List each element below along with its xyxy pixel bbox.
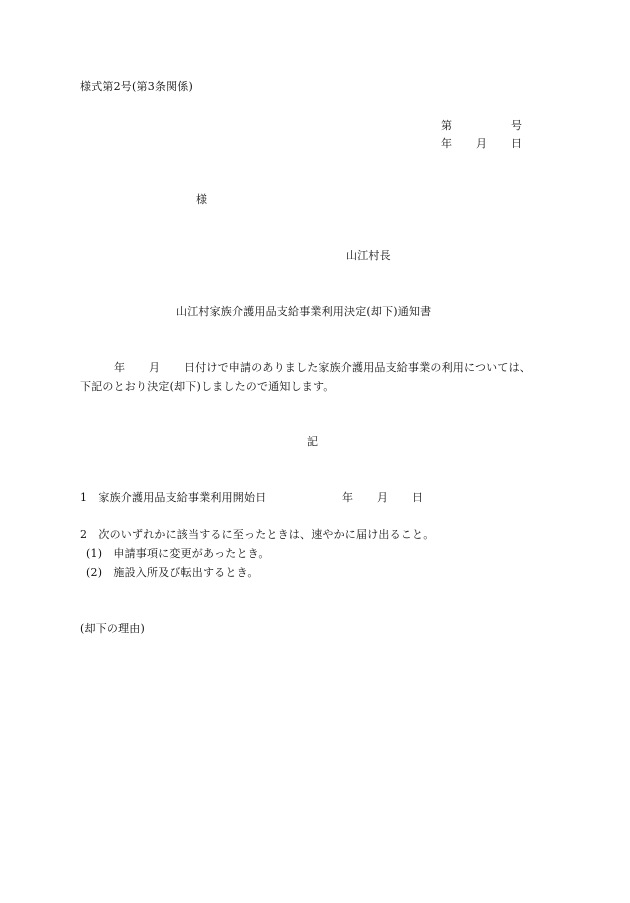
item2-sub2: (2) 施設入所及び転出するとき。 bbox=[86, 566, 259, 579]
item1-day: 日 bbox=[412, 491, 424, 504]
reason-label: (却下の理由) bbox=[80, 622, 145, 635]
body-date-year: 年 bbox=[114, 361, 126, 374]
header-date-day: 日 bbox=[511, 137, 523, 150]
body-line1: 日付けで申請のありました家族介護用品支給事業の利用については、 bbox=[184, 361, 531, 374]
item1-label: 1 家族介護用品支給事業利用開始日 bbox=[80, 491, 267, 504]
addressee-honorific: 様 bbox=[196, 193, 208, 206]
form-label: 様式第2号(第3条関係) bbox=[80, 80, 193, 93]
body-date-month: 月 bbox=[149, 361, 161, 374]
document-title: 山江村家族介護用品支給事業利用決定(却下)通知書 bbox=[176, 305, 432, 318]
sender-name: 山江村長 bbox=[346, 249, 391, 262]
item1-month: 月 bbox=[377, 491, 389, 504]
number-dai: 第 bbox=[441, 119, 453, 132]
body-line2: 下記のとおり決定(却下)しましたので通知します。 bbox=[80, 380, 335, 393]
header-date-month: 月 bbox=[476, 137, 488, 150]
number-go: 号 bbox=[511, 119, 523, 132]
item1-year: 年 bbox=[342, 491, 354, 504]
item2-label: 2 次のいずれかに該当するに至ったときは、速やかに届け出ること。 bbox=[80, 528, 435, 541]
header-date-year: 年 bbox=[441, 137, 453, 150]
item2-sub1: (1) 申請事項に変更があったとき。 bbox=[86, 547, 270, 560]
ki-heading: 記 bbox=[307, 435, 319, 448]
